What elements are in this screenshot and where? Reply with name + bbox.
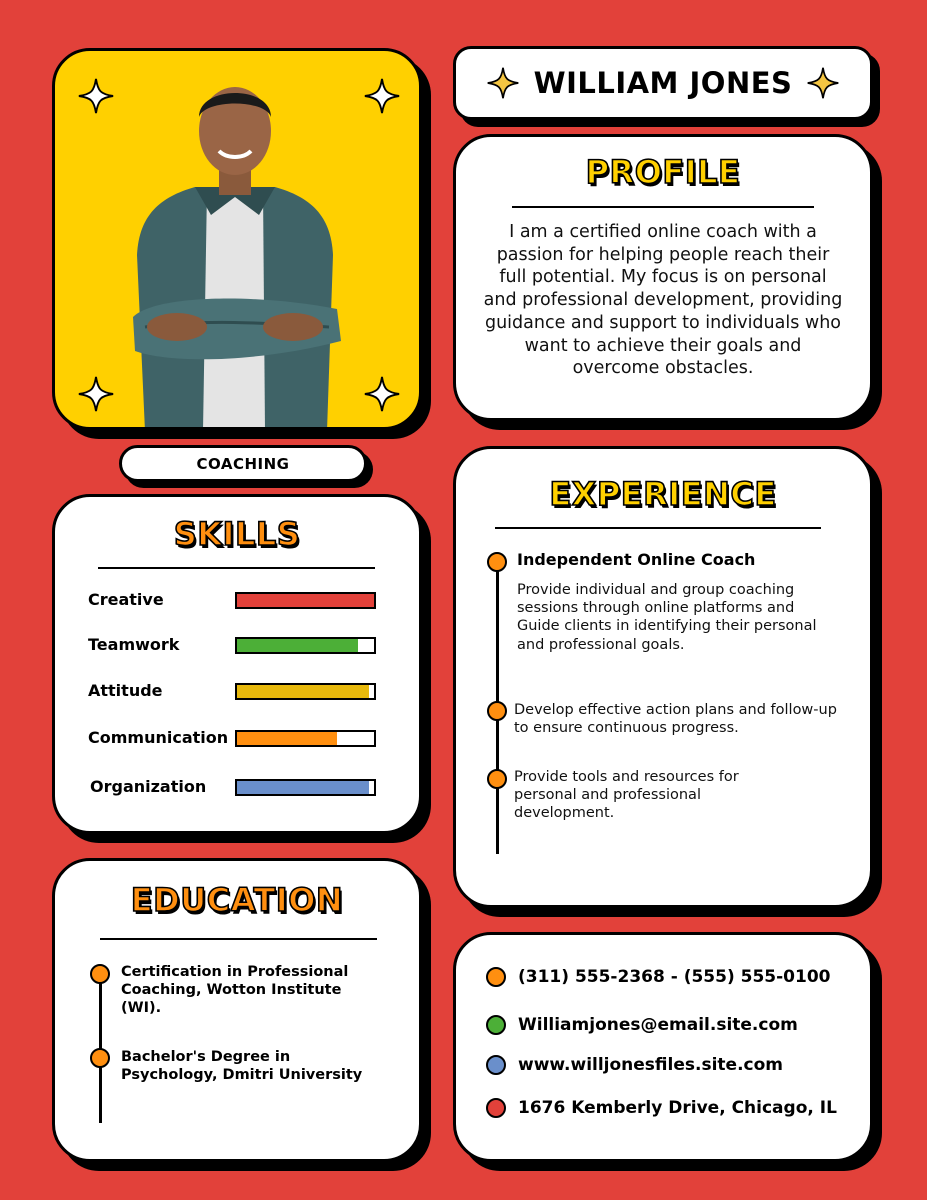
sparkle-icon: [363, 77, 401, 115]
divider: [495, 527, 821, 529]
email-dot-icon: [486, 1015, 506, 1035]
contact-website: [486, 1055, 783, 1075]
sparkle-icon: [363, 375, 401, 413]
skill-bar: [235, 683, 376, 700]
name-banner: [453, 46, 873, 120]
phone-dot-icon: [486, 967, 506, 987]
experience-section: [453, 446, 873, 908]
skill-bar-fill: [237, 594, 374, 607]
timeline-dot: [487, 552, 507, 572]
divider: [98, 567, 375, 569]
profile-title: PROFILE: [585, 153, 741, 191]
skill-bar: [235, 730, 376, 747]
timeline-dot: [487, 769, 507, 789]
contact-phone: [486, 967, 831, 987]
skills-section: [52, 494, 422, 834]
skill-label: Attitude: [88, 681, 163, 700]
education-title: EDUCATION: [130, 881, 344, 919]
skill-bar: [235, 592, 376, 609]
skill-label: Creative: [88, 590, 164, 609]
contact-section: [453, 932, 873, 1162]
sparkle-icon: [486, 66, 520, 100]
timeline-dot: [487, 701, 507, 721]
full-name: WILLIAM JONES: [533, 66, 793, 100]
coaching-tag-label: COACHING: [196, 454, 290, 473]
education-item: Bachelor's Degree in Psychology, Dmitri University: [121, 1049, 363, 1083]
skill-label: Communication: [88, 728, 229, 747]
skill-item: [90, 777, 380, 799]
skill-bar-fill: [237, 685, 369, 698]
person-illustration: [115, 65, 355, 430]
experience-title: EXPERIENCE: [549, 475, 777, 513]
coaching-tag: [119, 445, 367, 482]
skill-bar: [235, 637, 376, 654]
skill-item: [88, 728, 378, 750]
profile-section: [453, 134, 873, 421]
profile-photo-card: [52, 48, 422, 430]
skill-label: Organization: [90, 777, 207, 796]
website-link[interactable]: www.willjonesfiles.site.com: [518, 1055, 783, 1075]
address-dot-icon: [486, 1098, 506, 1118]
address-text: 1676 Kemberly Drive, Chicago, IL: [518, 1098, 837, 1118]
skill-bar: [235, 779, 376, 796]
divider: [512, 206, 814, 208]
profile-text: I am a certified online coach with a passion for helping people reach their full potential. My focus is on personal and professional development, providing guidance and support to individuals who want to achieve their goals and overcome obstacles.: [483, 222, 843, 379]
sparkle-icon: [77, 375, 115, 413]
timeline-dot: [90, 1048, 110, 1068]
experience-item: Provide tools and resources for personal and professional development.: [514, 769, 739, 822]
skill-bar-fill: [237, 639, 358, 652]
skill-bar-fill: [237, 732, 337, 745]
contact-address: [486, 1098, 837, 1118]
email-link[interactable]: Williamjones@email.site.com: [518, 1015, 798, 1035]
skills-title: SKILLS: [173, 515, 301, 553]
experience-role: Independent Online Coach: [517, 550, 756, 569]
skill-item: [88, 590, 378, 612]
education-item: Certification in Professional Coaching, Wotton Institute (WI).: [121, 964, 349, 1016]
experience-item: Provide individual and group coaching sessions through online platforms and Guide clients in identifying their personal and professional goals.: [517, 582, 817, 653]
skill-item: [88, 635, 378, 657]
sparkle-icon: [806, 66, 840, 100]
education-section: [52, 858, 422, 1162]
skill-item: [88, 681, 378, 703]
website-dot-icon: [486, 1055, 506, 1075]
sparkle-icon: [77, 77, 115, 115]
contact-email: [486, 1015, 798, 1035]
divider: [100, 938, 377, 940]
skill-label: Teamwork: [88, 635, 180, 654]
timeline-dot: [90, 964, 110, 984]
skill-bar-fill: [237, 781, 369, 794]
phone-text[interactable]: (311) 555-2368 - (555) 555-0100: [518, 967, 831, 987]
experience-item: Develop effective action plans and follow-up to ensure continuous progress.: [514, 702, 837, 737]
